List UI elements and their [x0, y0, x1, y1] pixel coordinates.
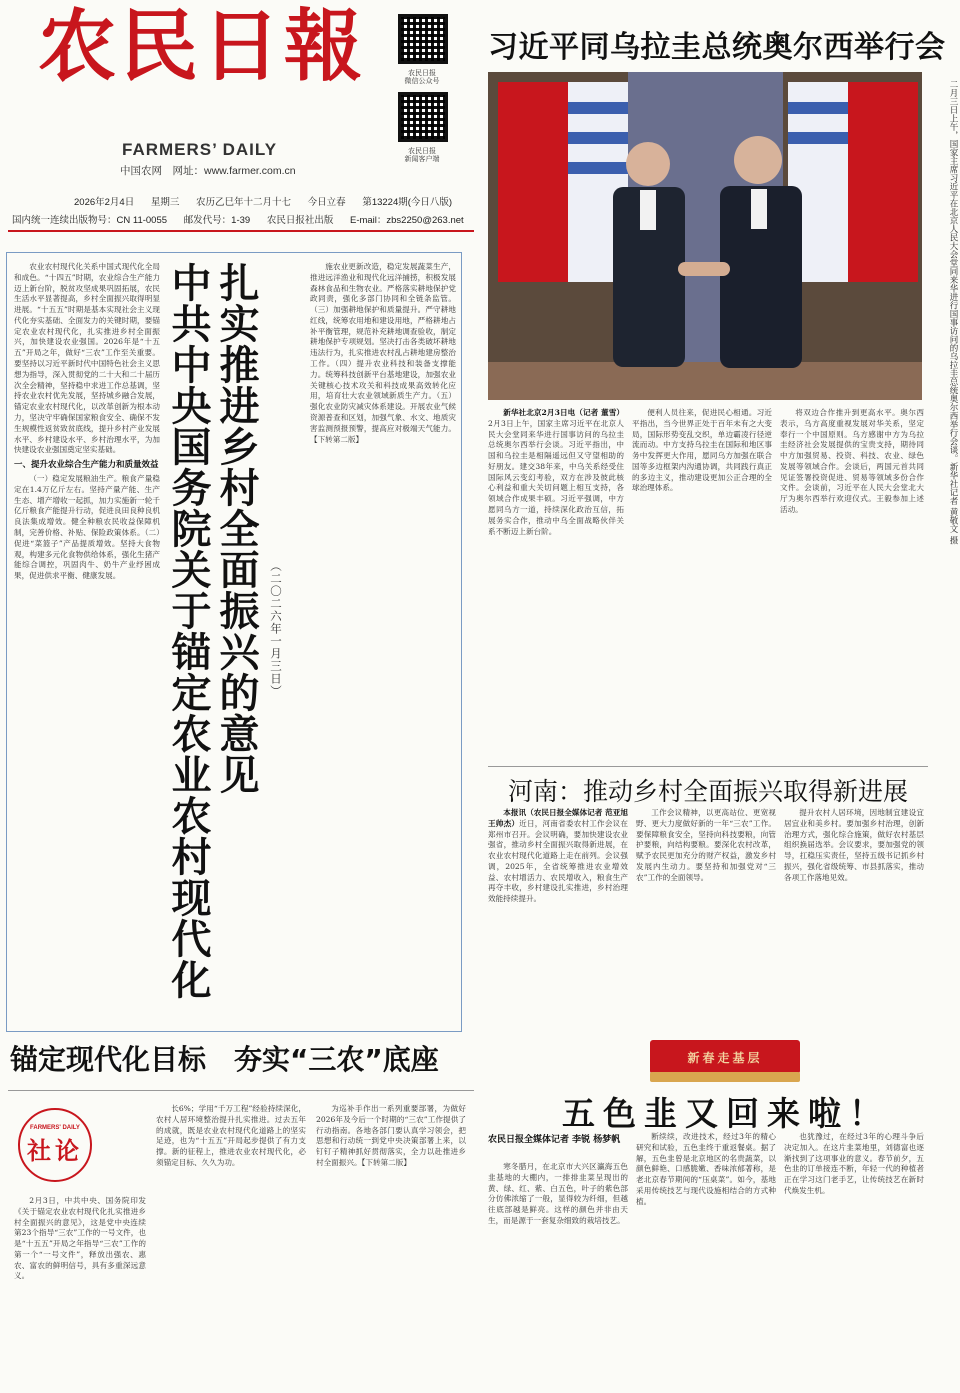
email[interactable]: E-mail：zbs2250@263.net	[349, 215, 464, 226]
china-flag-right	[848, 82, 918, 282]
policy-title-line-2[interactable]: 中共中央国务院关于锚定农业农村现代化	[165, 262, 211, 1000]
henan-col1-text: 近日，河南省委农村工作会议在郑州市召开。会议明确，要加快建设农业强省，推动乡村全面振兴取得新进展，在农业农村现代化道路上走在前列。会议强调，2025年，全省统筹推进农业增效益、农村增活力、农民增收入，粮食生产再夺丰收，乡村建设扎实推进，乡村治理效能持续提升。	[488, 818, 628, 904]
policy-title-line-1[interactable]: 扎实推进乡村全面振兴的意见	[213, 262, 259, 795]
wuse-column-3	[784, 1132, 924, 1386]
top-story-col2-text: 便利人员往来，促进民心相通。习近平指出，当今世界正处于百年未有之大变局，国际形势变乱交织，单边霸凌行径逆流而动。中方支持乌拉圭在国际和地区事务中发挥更大作用，愿同乌方加强在联合国等多边框架内沟通协调，共同践行真正的多边主义，推动建设更加公正合理的全球治理体系。	[632, 408, 772, 493]
editorial-col1-text: 2月3日，中共中央、国务院印发《关于锚定农业农村现代化扎实推进乡村全面振兴的意见》，这是党中央连续第23个指导“三农”工作的一号文件，也是“十五五”开局之年指导“三农”工作的第一个“一号文件”，释放出强农、惠农、富农的鲜明信号，具有多重深远意义。	[14, 1196, 146, 1281]
policy-column-2	[310, 262, 456, 1024]
photo-caption: 二月三日上午，国家主席习近平在北京人民大会堂同来华进行国事访问的乌拉圭总统奥尔西举行会谈。新华社记者 黄敬文 摄	[948, 80, 958, 545]
person-left-head	[626, 142, 670, 186]
editorial-col2-text: 长6%；学用“千万工程”经验持续深化，农村人居环境整治提升扎实推进。过去五年的成就，既是农业农村现代化道路上的坚实足迹，也为“十五五”开局起步提供了有力支撑。新的征程上，推进农业农村现代化，必须锚定目标、久久为功。	[156, 1104, 306, 1167]
policy-column-1	[14, 262, 160, 1024]
meeting-photo-illustration	[488, 72, 922, 400]
wechat-qr-code[interactable]	[398, 14, 448, 64]
china-flag-left	[498, 82, 568, 282]
publication-info-row	[12, 212, 478, 226]
app-qr-code[interactable]	[398, 92, 448, 142]
lunar-date: 农历乙巳年十二月十七	[196, 197, 292, 208]
qr-label-app: 农民日报 新闻客户端	[404, 148, 440, 164]
top-story-column-3	[780, 408, 924, 760]
policy-col2-body: 施农业更新改造，稳定发展蔬菜生产，推进远洋渔业和现代化远洋捕捞，积极发展森林食品和生物农业。严格落实耕地保护党政同责，强化多部门协同和全链条监管。（三）加强耕地保护和质量提升。严守耕地红线，统筹农用地和建设用地，严格耕地占补平衡管理，规范补充耕地调查验收，制定耕地保护专项规划。坚决打击各类破坏耕地违法行为，扎实推进农村乱占耕地建房整治工作。（四）提升农业科技和装备支撑能力。统筹科技创新平台基地建设，加强农业关键核心技术攻关和科技成果高效转化应用，培育壮大农业领域新质生产力。（五）强化农业防灾减灾体系建设。开展农业气候资源普查和区划，加强气象、水文、地质灾害监测预报预警，提高应对极端天气能力。【下转第二版】	[310, 262, 456, 444]
editorial-column-1	[14, 1196, 146, 1386]
masthead-title: 农民日報	[38, 1, 367, 92]
seal-ring-text: FARMERS' DAILY	[30, 1124, 80, 1131]
issue-weekday: 星期三	[150, 197, 180, 208]
postal-code: 邮发代号：1-39	[183, 215, 251, 226]
date-info-row	[12, 194, 466, 208]
top-story-dateline: 新华社北京2月3日电（记者 董雪）	[503, 408, 624, 417]
meeting-photo[interactable]	[488, 72, 922, 400]
policy-date: （二〇二六年一月三日）	[269, 560, 283, 698]
issue-number: 第13224期(今日八版)	[362, 197, 453, 208]
handshake	[678, 262, 730, 276]
henan-headline[interactable]: 河南：推动乡村全面振兴取得新进展	[507, 777, 908, 806]
policy-col1-body: （一）稳定发展粮油生产。粮食产量稳定在1.4万亿斤左右。坚持产量产能、生产生态、增产增收一起抓，加力实施新一轮千亿斤粮食产能提升行动，促进良田良种良机良法集成增效。健全种粮农民收益保障机制，完善价格、补贴、保险政策体系。（二）促进“菜篮子”产品提质增效。坚持大食物观，构建多元化食物供给体系，强化生猪产能综合调控，巩固肉牛、奶牛产业纾困成果，促进供求平衡、健康发展。	[14, 474, 160, 581]
wuse-column-2	[636, 1132, 776, 1386]
editorial-column-3	[316, 1104, 466, 1386]
seal-text: 社论	[27, 1135, 83, 1165]
new-year-grassroots-badge: 新春走基层	[650, 1040, 800, 1074]
issue-date: 2026年2月4日	[74, 197, 135, 208]
masthead-english-title: FARMERS’ DAILY	[122, 140, 278, 159]
henan-column-3	[784, 808, 924, 1020]
solar-term: 今日立春	[307, 197, 346, 208]
policy-section-1-heading: 一、提升农业综合生产能力和质量效益	[14, 460, 159, 471]
person-right-head	[734, 136, 782, 184]
publisher: 农民日报社出版	[266, 215, 334, 226]
qr-label-wechat: 农民日报 微信公众号	[404, 70, 440, 86]
wuse-headline[interactable]: 五色韭又回来啦！	[562, 1094, 890, 1133]
editorial-col3-text: 为巡补手作出一系列重要部署，为做好2026年及今后一个时期的“三农”工作提供了行动指南。各地各部门要认真学习领会，把思想和行动统一到党中央决策部署上来，以钉钉子精神抓好贯彻落实，全力以赴推进乡村全面振兴。【下转第二版】	[316, 1104, 466, 1167]
top-story-col1-text: 2月3日上午，国家主席习近平在北京人民大会堂同来华进行国事访问的乌拉圭总统奥尔西举行会谈。习近平指出，中国和乌拉圭是相隔遥远但又守望相助的好朋友。建交38年来，中乌关系经受住国际风云变幻考验，双方在涉及彼此核心利益和重大关切问题上相互支持，各领域合作成果丰硕。习近平强调，中方愿同乌方一道，持续深化政治互信，拓展务实合作，推动中乌全面战略伙伴关系不断迈上新台阶。	[488, 418, 624, 536]
editorial-seal	[18, 1108, 92, 1182]
editorial-column-2	[156, 1104, 306, 1386]
masthead-divider	[8, 230, 474, 232]
policy-intro: 农业农村现代化关系中国式现代化全局和成色。“十四五”时期，农业综合生产能力迈上新台阶，脱贫攻坚成果巩固拓展，农民生活水平显著提高，乡村全面振兴取得明显进展。“十五五”时期是基本实现社会主义现代化夯实基础、全面发力的关键时期，要锚定农业农村现代化，扎实推进乡村全面振兴，加快建设农业强国。2026年是“十五五”开局之年，做好“三农”工作至关重要。要坚持以习近平新时代中国特色社会主义思想为指导，深入贯彻党的二十大和二十届历次全会精神，坚持稳中求进工作总基调，坚持农业农村优先发展，坚持城乡融合发展，锚定农业农村现代化，以改革创新为根本动力，坚决守牢确保国家粮食安全、确保不发生规模性返贫致贫底线，提升乡村产业发展水平、乡村建设水平、乡村治理水平，为加快建设农业强国奠定坚实基础。	[14, 262, 160, 455]
top-story-column-2	[632, 408, 772, 760]
badge-ribbon	[650, 1072, 800, 1082]
henan-top-rule	[488, 766, 928, 767]
cn-number: 国内统一连续出版物号：CN 11-0055	[12, 215, 168, 226]
wuse-byline	[488, 1132, 628, 1145]
henan-dateline: 本报讯（农民日报全媒体记者 范亚旭 王帅杰）	[488, 808, 628, 828]
editorial-headline[interactable]: 锚定现代化目标 夯实“三农”底座	[10, 1043, 439, 1076]
website-line[interactable]: 中国农网 网址：www.farmer.com.cn	[120, 165, 296, 177]
henan-column-1	[488, 808, 628, 1020]
wuse-col2-text: 断续续，改进技术，经过3年的精心研究和试验，五色韭终于重返餐桌。据了解，五色韭曾是北京地区的名贵蔬菜，以颜色鲜艳、口感脆嫩、香味浓郁著称，是老北京春节期间的“压桌菜”。如今，基地采用传统技艺与现代设施相结合的方式种植。	[636, 1132, 776, 1206]
henan-col2-text: 工作会议精神，以更高站位、更宽视野、更大力度做好新的一年“三农”工作。要保障粮食安全，坚持向科技要粮，向管护要粮，向结构要粮。要深化农村改革，赋予农民更加充分的财产权益，激发乡村发展内生动力。要坚持和加强党对“三农”工作的全面领导。	[636, 808, 776, 882]
editorial-rule	[8, 1090, 474, 1091]
wuse-column-1	[488, 1162, 628, 1386]
top-story-headline[interactable]: 习近平同乌拉圭总统奥尔西举行会	[488, 30, 946, 65]
wuse-col1-text: 寒冬腊月，在北京市大兴区瀛海五色韭基地的大棚内，一排排韭菜呈现出的黄、绿、红、紫、白五色，叶子的紫色部分仿佛浓缩了一般，显得较为纤细，但越往底部越是鲜亮。这样的颜色并非由天生，而是源于一套复杂细致的栽培技艺。	[488, 1162, 628, 1225]
wuse-col3-text: 也犹豫过，在经过3年的心理斗争后决定加入。在这片韭菜地里，刘德富也逐渐找到了这项事业的意义。春节前夕，五色韭的订单接连不断，年轻一代的种植者正在学习这门老手艺，让传统技艺在新时代焕发生机。	[784, 1132, 924, 1195]
henan-col3-text: 提升农村人居环境，因地制宜建设宜居宜业和美乡村。要加强乡村治理，创新治理方式，强化综合施策，做好农村基层组织换届选举。会议要求，要加强党的领导，扛稳压实责任，坚持五级书记抓乡村振兴，强化省级统筹、市县抓落实，推动各项工作落地见效。	[784, 808, 924, 882]
top-story-column-1	[488, 408, 624, 760]
henan-column-2	[636, 808, 776, 1020]
wuse-byline-text: 农民日报全媒体记者 李锐 杨梦帆	[488, 1135, 621, 1145]
top-story-col3-text: 将双边合作推升到更高水平。奥尔西表示，乌方高度重视发展对华关系，坚定奉行一个中国原则。乌方感谢中方为乌拉圭经济社会发展提供的宝贵支持，期待同中方加强贸易、投资、科技、农业、绿色发展等领域合作。会谈后，两国元首共同见证签署投资促进、贸易等领域多份合作文件。会谈前，习近平在人民大会堂北大厅为奥尔西举行欢迎仪式。王毅参加上述活动。	[780, 408, 924, 515]
